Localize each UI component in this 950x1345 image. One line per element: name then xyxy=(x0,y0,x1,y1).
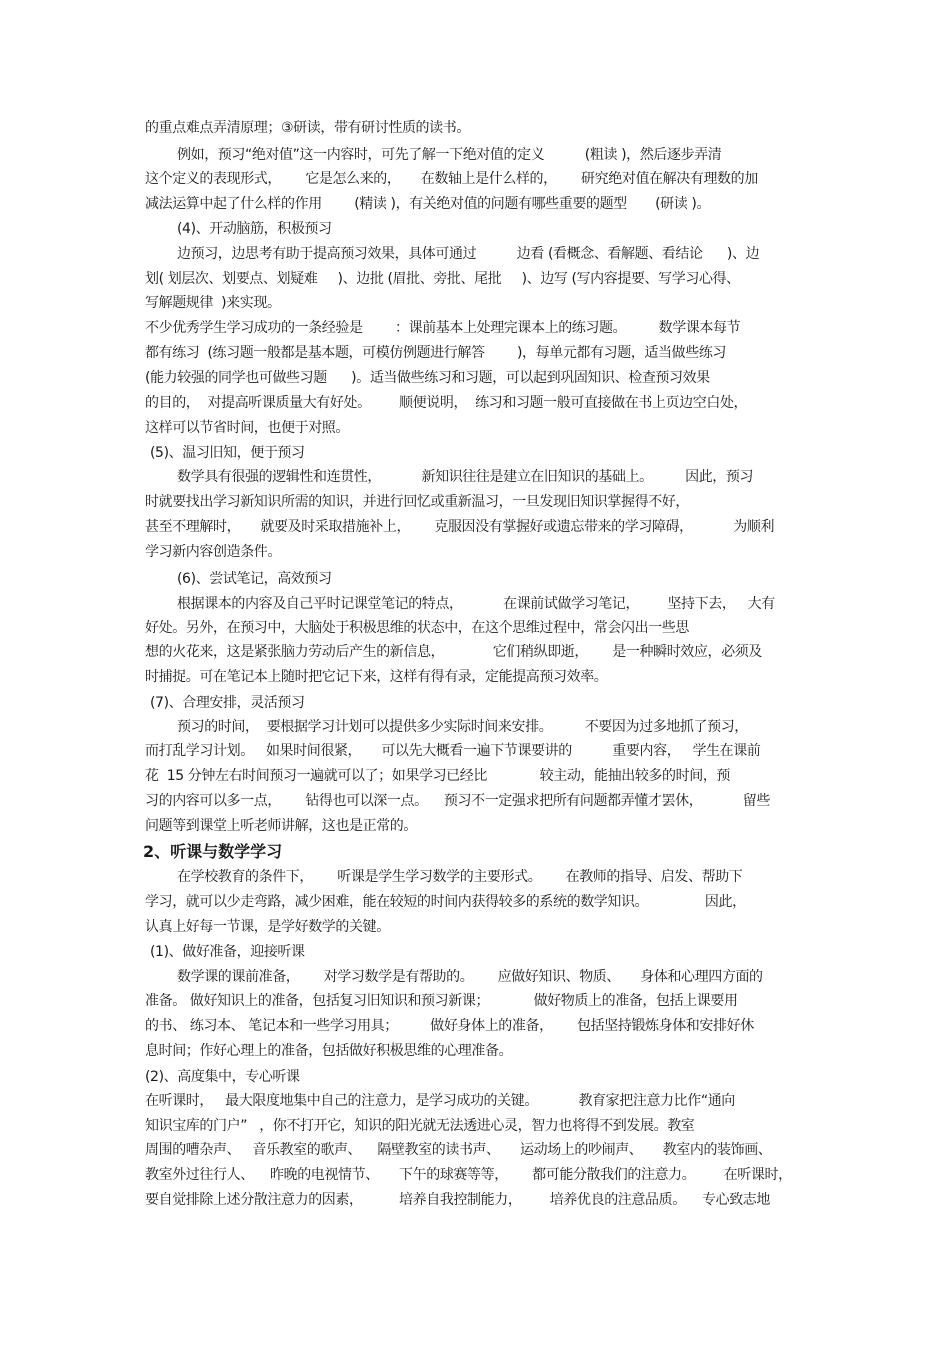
text-line: 划( 划层次、划要点、划疑难 )、边批 (眉批、旁批、尾批 )、边写 (写内容提要、写学习心得、 xyxy=(145,271,740,287)
text-line: 花 15 分钟左右时间预习一遍就可以了；如果学习已经比 较主动，能抽出较多的时间，预 xyxy=(145,768,731,784)
subsection-heading: (6)、尝试笔记，高效预习 xyxy=(177,571,332,587)
subsection-heading: (5)、温习旧知，便于预习 xyxy=(150,445,305,461)
text-line: (能力较强的同学也可做些习题 )。适当做些练习和习题，可以起到巩固知识、检查预习效果 xyxy=(145,370,710,386)
text-line: 的目的， 对提高听课质量大有好处。 顺便说明， 练习和习题一般可直接做在书上页边空白处， xyxy=(145,395,748,411)
text-line: 在听课时， 最大限度地集中自己的注意力，是学习成功的关键。 教育家把注意力比作“通向 xyxy=(145,1093,735,1109)
text-line: 写解题规律 )来实现。 xyxy=(145,295,281,311)
subsection-heading: (7)、合理安排，灵活预习 xyxy=(150,695,305,711)
text-line: 都有练习 (练习题一般都是基本题，可模仿例题进行解答 )，每单元都有习题，适当做些练习 xyxy=(145,345,727,361)
text-line: 例如，预习“绝对值”这一内容时，可先了解一下绝对值的定义 (粗读 )，然后逐步弄清 xyxy=(177,147,722,163)
text-line: 不少优秀学生学习成功的一条经验是 ：课前基本上处理完课本上的练习题。 数学课本每节 xyxy=(145,320,741,336)
text-line: 习的内容可以多一点， 钻得也可以深一点。 预习不一定强求把所有问题都弄懂才罢休， 留些 xyxy=(145,793,771,809)
text-line: 学习，就可以少走弯路，减少困难，能在较短的时间内获得较多的系统的数学知识。 因此， xyxy=(145,894,746,910)
text-line: 教室外过往行人、 昨晚的电视情节、 下午的球赛等等， 都可能分散我们的注意力。 在听课时， xyxy=(145,1167,792,1183)
text-line: 问题等到课堂上听老师讲解，这也是正常的。 xyxy=(145,818,417,834)
subsection-heading: (1)、做好准备，迎接听课 xyxy=(150,944,305,960)
text-line: 息时间；作好心理上的准备，包括做好积极思维的心理准备。 xyxy=(145,1043,513,1059)
text-line: 周围的嘈杂声、 音乐教室的歌声、 隔壁教室的读书声、 运动场上的吵闹声、 教室内的装饰画、 xyxy=(145,1142,772,1158)
text-line: 在学校教育的条件下， 听课是学生学习数学的主要形式。 在教师的指导、启发、帮助下 xyxy=(177,869,743,885)
text-line: 根据课本的内容及自己平时记课堂笔记的特点， 在课前试做学习笔记， 坚持下去， 大有 xyxy=(177,596,775,612)
text-line: 的重点难点弄清原理；③研读，带有研讨性质的读书。 xyxy=(145,120,470,136)
subsection-heading: (2)、高度集中，专心听课 xyxy=(145,1069,300,1085)
text-line: 知识宝库的门户” ，你不打开它，知识的阳光就无法透进心灵，智力也将得不到发展。教室 xyxy=(145,1118,695,1134)
text-line: 这样可以节省时间，也便于对照。 xyxy=(145,420,349,436)
text-line: 要自觉排除上述分散注意力的因素， 培养自我控制能力， 培养优良的注意品质。 专心致志地 xyxy=(145,1192,771,1208)
text-line: 预习的时间， 要根据学习计划可以提供多少实际时间来安排。 不要因为过多地抓了预习， xyxy=(177,719,748,735)
text-line: 时就要找出学习新知识所需的知识，并进行回忆或重新温习，一旦发现旧知识掌握得不好， xyxy=(145,494,689,510)
text-line: 时捕捉。可在笔记本上随时把它记下来，这样有得有录，定能提高预习效率。 xyxy=(145,669,608,685)
text-line: 准备。 做好知识上的准备，包括复习旧知识和预习新课； 做好物质上的准备，包括上课要用 xyxy=(145,993,738,1009)
text-line: 数学具有很强的逻辑性和连贯性， 新知识往往是建立在旧知识的基础上。 因此，预习 xyxy=(177,469,754,485)
text-line: 边预习，边思考有助于提高预习效果，具体可通过 边看 (看概念、看解题、看结论 )、边 xyxy=(177,246,760,262)
text-line: 甚至不理解时， 就要及时采取措施补上， 克服因没有掌握好或遗忘带来的学习障碍， 为顺利 xyxy=(145,519,775,535)
text-line: 好处。另外，在预习中，大脑处于积极思维的状态中，在这个思维过程中，常会闪出一些思 xyxy=(145,620,689,636)
section-heading: 2、听课与数学学习 xyxy=(143,842,283,861)
text-line: 认真上好每一节课，是学好数学的关键。 xyxy=(145,919,390,935)
text-line: 减法运算中起了什么样的作用 (精读 )，有关绝对值的问题有哪些重要的题型 (研读 )。 xyxy=(145,196,711,212)
text-line: 学习新内容创造条件。 xyxy=(145,544,281,560)
text-line: 而打乱学习计划。 如果时间很紧， 可以先大概看一遍下节课要讲的 重要内容， 学生在课前 xyxy=(145,743,761,759)
text-line: 这个定义的表现形式， 它是怎么来的， 在数轴上是什么样的， 研究绝对值在解决有理数的加 xyxy=(145,171,758,187)
text-line: 数学课的课前准备， 对学习数学是有帮助的。 应做好知识、物质、 身体和心理四方面的 xyxy=(177,969,763,985)
text-line: 想的火花来，这是紧张脑力劳动后产生的新信息， 它们稍纵即逝， 是一种瞬时效应，必须及 xyxy=(145,644,762,660)
subsection-heading: (4)、开动脑筋，积极预习 xyxy=(177,221,332,237)
text-line: 的书、 练习本、 笔记本和一些学习用具； 做好身体上的准备， 包括坚持锻炼身体和安排好休 xyxy=(145,1018,754,1034)
